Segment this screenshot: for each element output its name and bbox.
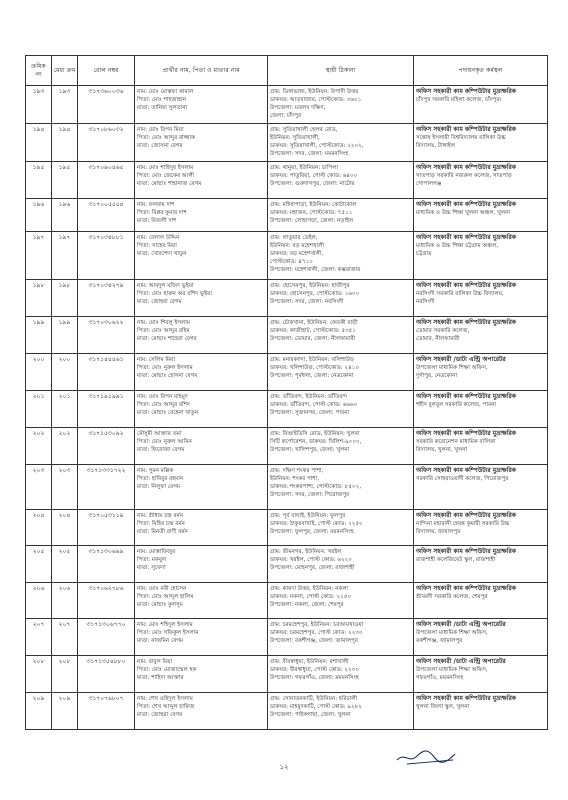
address-line: গ্রাম: সোনাতনকাটি, ইউনিয়ন: হরিঢালী [270, 696, 358, 702]
names-line: মৌসুমী আক্তার তমা [137, 431, 182, 437]
header-posting: পদায়নকৃত কর্মস্থল [414, 56, 548, 86]
address-cell [268, 199, 414, 232]
posting-cell [414, 465, 548, 510]
posting-line: অফিস সহকারী কাম কম্পিউটার মুদ্রাক্ষরিক [416, 88, 516, 95]
address-cell [268, 124, 414, 162]
address-line: উপজেলা: গুরুদাসপুর, জেলা: নাটোর [270, 181, 355, 187]
table-body [26, 86, 548, 730]
header-serial: ক্রমিক নং [26, 56, 52, 86]
address-line: ডাকঘর: চরমহেশপুর, পোস্ট কোড: ২২৩০ [270, 630, 363, 636]
posting-line: ডোমার, নীলফামারী [416, 336, 460, 342]
serial-cell: ২০৯ [26, 693, 52, 730]
serial-cell: ২০৪ [26, 510, 52, 546]
names-cell [135, 619, 268, 656]
roll-cell: ৩১৭০৫৩১১৯ [78, 510, 135, 546]
address-cell [268, 693, 414, 730]
address-line: ডাকঘর: শংকরপাশা, পোস্টকোড: ৮৫০২, [270, 484, 362, 490]
serial-cell: ১৯৯ [26, 317, 52, 354]
address-line: ডাকঘর: সুতিয়াখালী, পোস্টকোড: ২২০২, [270, 143, 364, 149]
table-row [26, 391, 548, 428]
address-line: ইউনিয়ন: শংকর পাশা, [270, 476, 320, 482]
table-row [26, 619, 548, 656]
table-row [26, 124, 548, 162]
merit-cell: ২০০ [52, 354, 78, 391]
posting-line: সাতপাড় সরকারি নজরুল কলেজ, সাতপাড় [416, 173, 512, 179]
names-line: পিতা: মোঃ নুরুল ইসলাম [137, 365, 193, 371]
names-line: মাতা: মোছাঃ কুলসুম [137, 602, 183, 608]
table-row [26, 546, 548, 583]
names-line: মাতা: বিজলী দাশ [137, 218, 177, 224]
address-line: গ্রাম: বীরস্বাধুয়া, ইউনিয়ন: মশাখালী [270, 659, 349, 665]
names-cell [135, 546, 268, 583]
address-cell [268, 280, 414, 317]
posting-line: শ্রীবরদী সরকারি কলেজ, শেরপুর [416, 594, 488, 600]
posting-line: উপজেলা মাধ্যমিক শিক্ষা অফিস, [416, 630, 488, 636]
address-line: গ্রাম: লাতুয়ার ডেইল, [270, 235, 318, 241]
address-line: গ্রাম: হোসেনপুর, ইউনিয়ন: হাজীপুর [270, 283, 350, 289]
names-line: নাম: আবদুল মজিদ ভুইয়া [137, 283, 194, 289]
posting-line: নান্দিনা মহারানী হেমন্ত কুমারী সরকারি উচ্চ [416, 521, 510, 527]
address-line: উপজেলা: সদর, জেলা: নরসিংদী [270, 299, 344, 305]
names-cell [135, 354, 268, 391]
address-line: উপজেলা: বকশীগঞ্জ, জেলা: জামালপুর [270, 638, 358, 644]
names-line: মাতা: জোহরা বেগম [137, 299, 182, 305]
names-line: পিতা: মোঃ শাহজাহান [137, 97, 187, 103]
table-row [26, 510, 548, 546]
names-line: মাতা: তানিয়া সুলতানা [137, 105, 188, 111]
posting-line: অফিস সহকারী কাম কম্পিউটার মুদ্রাক্ষরিক [416, 467, 516, 474]
address-line: উপজেলা: মহেশখালী, জেলা: কক্সবাজার [270, 267, 361, 273]
posting-line: রাজশাহী কলেজিয়েট স্কুল, রাজশাহী [416, 557, 496, 563]
address-cell [268, 619, 414, 656]
roll-cell: ৩১৭১৩০৬৯৯ [78, 546, 135, 583]
address-line: উপজেলা: ডোমার, জেলা: নীলফামারী [270, 336, 356, 342]
address-line: গ্রাম: ভীমনগর, ইউনিয়ন: খরইল [270, 549, 342, 555]
names-line: মাতা: শাহিদা আক্তার [137, 675, 184, 681]
address-line: গ্রাম: বিআইডিসি রোড, ইউনিয়ন: খুলনা [270, 431, 360, 437]
names-line: পিতা: সাহেব মিয়া [137, 243, 177, 249]
posting-line: বিদ্যালয়, টাঙ্গাইল [416, 143, 455, 149]
posting-cell [414, 162, 548, 199]
address-line: ডাকঘর: কাজীহাট, পোস্টকোড: ৫৩৫১ [270, 328, 357, 334]
posting-line: অফিস সহকারী /ডাটা এন্ট্রি অপারেটর [416, 658, 506, 665]
serial-cell: ১৯৬ [26, 199, 52, 232]
names-line: মাতা: জোসনা বেগম [137, 143, 183, 149]
posting-line: অফিস সহকারী কাম কম্পিউটার মুদ্রাক্ষরিক [416, 548, 516, 555]
names-line: মাতা: মোছাঃ রেহেনা খাতুন [137, 410, 199, 416]
table-row [26, 693, 548, 730]
address-line: উপজেলা: ফুলপুর, জেলা: ময়মনসিংহ [270, 529, 354, 535]
table-row [26, 354, 548, 391]
address-line: ডাকঘর: ঠাকুরবাখাই, পোস্ট কোড: ২২৫০ [270, 521, 363, 527]
posting-cell [414, 86, 548, 124]
serial-cell: ২০৫ [26, 546, 52, 583]
posting-cell [414, 354, 548, 391]
serial-cell: ২০৩ [26, 465, 52, 510]
posting-line: বিদ্যালয়, জামালপুর [416, 529, 461, 535]
merit-cell: ২০৫ [52, 546, 78, 583]
header-address: স্থায়ী ঠিকানা [268, 56, 414, 86]
table-row [26, 232, 548, 280]
serial-cell: ২০৮ [26, 656, 52, 693]
posting-cell [414, 232, 548, 280]
address-line: গ্রাম: চৌকখানা, ইউনিয়ন: কেতকী বাড়ী [270, 320, 358, 326]
posting-line: শহীদ বুলবুল সরকারি কলেজ, পাবনা [416, 402, 497, 408]
names-line: নাম: বাবুল মিয়া [137, 659, 173, 665]
names-line: পিতা: মকবুল [137, 557, 167, 563]
names-line: নাম: মোঃ রিপন মিয়া [137, 127, 184, 133]
roll-cell: ৩১৭০৩০৬২২ [78, 317, 135, 354]
merit-cell: ২০৪ [52, 510, 78, 546]
table-header-row [26, 56, 548, 86]
address-line: গ্রাম: দক্ষিণ শংকর পাশা, [270, 468, 324, 474]
names-line: পিতা: মোঃ সফিকুল ইসলাম [137, 630, 199, 636]
names-line: পিতা: হাবিবুর রহমান [137, 476, 184, 482]
posting-cell [414, 546, 548, 583]
address-cell [268, 317, 414, 354]
address-line: উপজেলা: গফরগাঁও, জেলা: ময়মনসিংহ [270, 675, 359, 681]
merit-cell: ২০২ [52, 428, 78, 465]
document-table-container [25, 55, 547, 730]
roll-cell: ৩১৭১৫৩০৯২ [78, 428, 135, 465]
address-line: উপজেলা: সুজানগর, জেলা: পাবনা [270, 410, 350, 416]
address-cell [268, 162, 414, 199]
names-line: মাতা: নাজমিন বেগম [137, 638, 184, 644]
names-line: নাম: শ্রীধাম চন্দ্র বর্মন [137, 513, 184, 519]
address-cell [268, 391, 414, 428]
posting-line: চাঁদপুর সরকারি মহিলা কলেজ, চাঁদপুর। [416, 97, 502, 103]
table-row [26, 465, 548, 510]
names-line: নাম: মোঃ নবী হোসেন [137, 586, 187, 592]
posting-line: অফিস সহকারী কাম কম্পিউটার মুদ্রাক্ষরিক [416, 393, 516, 400]
names-line: পিতা: মোঃ আব্দুর রাজ্জাক [137, 135, 196, 141]
merit-cell: ১৯৯ [52, 317, 78, 354]
roll-cell: ৩১৭০০৫৫৫৪ [78, 199, 135, 232]
roll-cell: ৩১৭০৭৬৮০৭ [78, 693, 135, 730]
address-line: গ্রাম: পূর্ব বাঘাই, ইউনিয়ন: ফুলপুর [270, 513, 346, 519]
names-cell [135, 199, 268, 232]
merit-cell: ১৯৫ [52, 162, 78, 199]
names-line: পিতা: মোঃ আব্দুর রহিম [137, 328, 190, 334]
address-line: গ্রাম: চরমহেশপুর, ইউনিয়ন: চরআমখাওয়া [270, 622, 364, 628]
address-line: ডাকঘর: পাতুরিয়া, পোস্ট কোড: ৬৪০০ [270, 173, 358, 179]
names-cell [135, 391, 268, 428]
posting-cell [414, 510, 548, 546]
serial-cell: ২০৬ [26, 583, 52, 619]
address-line: ডাকঘর: খলিশাউড়, পোস্টকোড: ২৪১০ [270, 365, 359, 371]
merit-cell: ২০৬ [52, 583, 78, 619]
names-line: নাম: মোঃ শহিদুল ইসলাম [137, 622, 193, 628]
roll-cell: ৩১৭০৩৪৮৮১ [78, 232, 135, 280]
serial-cell: ২০১ [26, 391, 52, 428]
names-line: পিতা: মোঃ হারুন অর রশিদ ভুইয়া [137, 291, 213, 297]
names-line: পিতা: বিপ্লব কুমার দাশ [137, 210, 187, 216]
address-line: উপজেলা: খালিশপুর, জেলা: খুলনা [270, 447, 350, 453]
posting-line: ডোমার সরকারি কলেজ, [416, 328, 470, 334]
serial-cell: ১৯৮ [26, 280, 52, 317]
page-number: ১২ [279, 763, 289, 771]
address-line: সিটি কর্পোরেশন, ডাকঘর: খিলিশ-৯০০০, [270, 439, 362, 445]
names-line: মাতা: সুফেদা [137, 565, 166, 571]
posting-cell [414, 428, 548, 465]
posting-line: চট্টগ্রাম [416, 251, 432, 257]
posting-cell [414, 124, 548, 162]
roll-cell: ৩১৭০৩৪২৭৯ [78, 280, 135, 317]
roll-cell: ৩১৭৩৬০০৩৬ [78, 86, 135, 124]
names-line: নাম: মোঃ মোস্তফা কামাল [137, 89, 194, 95]
table-row [26, 86, 548, 124]
names-line: মাতা: জোহুরা বেগম [137, 712, 183, 718]
posting-line: উপজেলা মাধ্যমিক শিক্ষা অফিস, [416, 667, 488, 673]
address-line: উপজেলা: লোহাগড়া, জেলা: নড়াইল [270, 218, 354, 224]
address-line: ডাকঘর: মহাজন, পোস্টকোড: ৭৫১১ [270, 210, 353, 216]
posting-cell [414, 656, 548, 693]
address-line: গ্রাম: ডিঙ্গাভাঙ্গা, ইউনিয়ন: উপাদী উত্তর [270, 89, 359, 95]
names-line: নাম: সুমন মল্লিক [137, 468, 174, 474]
serial-cell: ২০০ [26, 354, 52, 391]
posting-line: উপজেলা মাধ্যমিক শিক্ষা অফিস, [416, 365, 488, 371]
address-line: ইউনিয়ন: বড় মহেশখালী [270, 243, 325, 249]
names-cell [135, 428, 268, 465]
posting-line: অফিস সহকারী কাম কম্পিউটার মুদ্রাক্ষরিক [416, 201, 516, 208]
merit-cell: ১৯৮ [52, 280, 78, 317]
roll-cell: ৩১৭১৩০৬৭৭০ [78, 619, 135, 656]
address-line: ডাকঘর: খরইল, পোস্ট কোড: ৬২২০ [270, 557, 352, 563]
posting-line: অফিস সহকারী কাম কম্পিউটার মুদ্রাক্ষরিক [416, 282, 516, 289]
address-line: উপজেলা: নকলা, জেলা: শেরপুর [270, 602, 344, 608]
address-line: গ্রাম: মহিষাপাড়া, ইউনিয়ন: কোটাকোল [270, 202, 357, 208]
names-line: পিতা: মোঃ নুরুল আমিন [137, 439, 192, 445]
address-line: পোস্টকোড: ৪৭১০ [270, 259, 313, 265]
address-line: ডাকঘর: আড়বাজার, পোস্টকোড: ৩৬০১ [270, 97, 362, 103]
serial-cell: ২০২ [26, 428, 52, 465]
merit-cell: ১৯৪ [52, 124, 78, 162]
table-row [26, 583, 548, 619]
merit-cell: ২০৯ [52, 693, 78, 730]
serial-cell: ১৯৪ [26, 124, 52, 162]
table-row [26, 656, 548, 693]
address-cell [268, 428, 414, 465]
candidate-table [25, 55, 548, 730]
posting-cell [414, 317, 548, 354]
names-cell [135, 86, 268, 124]
names-cell [135, 465, 268, 510]
posting-line: মাধ্যমিক ও উচ্চ শিক্ষা খুলনা অঞ্চল, খুলনা [416, 210, 511, 216]
address-cell [268, 583, 414, 619]
posting-line: খুলনা জিলা স্কুল, খুলনা [416, 704, 470, 710]
address-cell [268, 656, 414, 693]
names-line: পিতা: মোঃ আব্দুর রশিদ [137, 402, 190, 408]
names-line: পিতা: শেখ আব্দুল হাফিজ [137, 704, 195, 710]
names-line: পিতা: মোঃ জেকের আলী [137, 173, 195, 179]
address-line: ডাকঘর: মাহমুদকাটি, পোস্ট কোড: ৯২৮২ [270, 704, 362, 710]
names-line: মাতা: মিনতী রাণী বর্মন [137, 529, 188, 535]
address-cell [268, 354, 414, 391]
names-line: পিতা: মোঃ মোজাম্মেল হক [137, 667, 197, 673]
serial-cell: ২০৭ [26, 619, 52, 656]
header-roll: রোল নম্বর [78, 56, 135, 86]
address-line: উপজেলা: সদর, জেলা: ময়মনসিংহ [270, 151, 349, 157]
names-cell [135, 162, 268, 199]
address-line: জেলা: চাঁদপুর [270, 113, 302, 119]
posting-line: অফিস সহকারী কাম কম্পিউটার মুদ্রাক্ষরিক [416, 585, 516, 592]
names-line: নাম: মোঃ শাহিদুর ইসলাম [137, 165, 194, 171]
merit-cell: ২০৭ [52, 619, 78, 656]
names-cell [135, 656, 268, 693]
roll-cell: ৩১৭১৯১৯৯১ [78, 391, 135, 428]
address-line: গ্রাম: মনারকান্দা, ইউনিয়ন: খলিশাউড় [270, 357, 355, 363]
table-row [26, 162, 548, 199]
address-line: গ্রাম: কায়দা উত্তর, ইউনিয়ন: নকলা [270, 586, 349, 592]
posting-line: নরসিংদী সরকারি বালিকা উচ্চ বিদ্যালয়, [416, 291, 504, 297]
table-row [26, 428, 548, 465]
names-cell [135, 510, 268, 546]
names-cell [135, 693, 268, 730]
posting-cell [414, 619, 548, 656]
address-line: ডাকঘর: নকলা, পোস্ট কোড: ২১৫০ [270, 594, 352, 600]
names-line: মাতা: খোরশেদা খাতুন [137, 251, 187, 257]
table-row [26, 280, 548, 317]
address-cell [268, 86, 414, 124]
header-merit: মেধা ক্রম [52, 56, 78, 86]
names-line: নাম: শেখ ওহিদুল ইসলাম [137, 696, 193, 702]
names-line: নাম: বেলাল উদ্দিন [137, 235, 180, 241]
names-cell [135, 583, 268, 619]
names-line: মাতা: মোছাঃ শাহানাজ বেগম [137, 181, 202, 187]
posting-line: গোপালগঞ্জ [416, 181, 442, 187]
address-cell [268, 546, 414, 583]
serial-cell: ১৯৫ [26, 162, 52, 199]
roll-cell: ৩১৭০৮৬০৩২ [78, 124, 135, 162]
merit-cell: ১৯৭ [52, 232, 78, 280]
merit-cell: ২০১ [52, 391, 78, 428]
posting-line: অফিস সহকারী কাম কম্পিউটার মুদ্রাক্ষরিক [416, 695, 516, 702]
posting-line: অফিস সহকারী কাম কম্পিউটার মুদ্রাক্ষরিক [416, 234, 516, 241]
posting-line: সরকারি সোহরাওয়ার্দী কলেজ, পিরোজপুর [416, 476, 509, 482]
posting-cell [414, 391, 548, 428]
address-line: উপজেলা: পাইকগাছা, জেলা: খুলনা [270, 712, 351, 718]
names-line: নাম: মোস্তাফিজুর [137, 549, 176, 555]
posting-line: অফিস সহকারী কাম কম্পিউটার মুদ্রাক্ষরিক [416, 430, 516, 437]
address-cell [268, 465, 414, 510]
names-line: নাম: ফলরাম দাশ [137, 202, 175, 208]
names-cell [135, 317, 268, 354]
roll-cell: ৩১৭১৩৩১৭২২ [78, 465, 135, 510]
names-line: মাতা: ফিরোজা বেগম [137, 447, 185, 453]
address-line: উপজেলা: পূর্বধলা, জেলা: নেত্রকোনা [270, 373, 354, 379]
posting-cell [414, 199, 548, 232]
address-cell [268, 510, 414, 546]
serial-cell: ১৯৩ [26, 86, 52, 124]
posting-line: অফিস সহকারী /ডাটা এন্ট্রি অপারেটর [416, 621, 506, 628]
table-row [26, 317, 548, 354]
header-name: প্রার্থীর নাম, পিতা ও মাতার নাম [135, 56, 268, 86]
posting-line: অফিস সহকারী /ডাটা এন্ট্রি অপারেটর [416, 356, 506, 363]
merit-cell: ১৯৬ [52, 199, 78, 232]
posting-line: মাধ্যমিক ও উচ্চ শিক্ষা চট্টগ্রাম অঞ্চল, [416, 243, 499, 249]
merit-cell: ২০৮ [52, 656, 78, 693]
posting-line: সরকারি করোনেশন মাধ্যমিক বালিকা [416, 439, 496, 445]
names-line: পিতা: মিহির চন্দ্র বর্মন [137, 521, 185, 527]
address-line: ডাকঘর: হোসেনপুর, পোস্টকোড: ১৬০০ [270, 291, 360, 297]
address-line: গ্রাম: থানুয়া, ইউনিয়ন: চাপিলা [270, 165, 338, 171]
names-line: নাম: মোঃ শিবলু ইসলাম [137, 320, 190, 326]
names-line: মাতা: মোছাঃ হোসনা বেগম [137, 373, 198, 379]
posting-line: অফিস সহকারী কাম কম্পিউটার মুদ্রাক্ষরিক [416, 512, 516, 519]
names-line: পিতা: মোঃ আব্দুল হালিম [137, 594, 194, 600]
address-line: গ্রাম: সুতিয়াখালী হেলথ রোড, [270, 127, 338, 133]
roll-cell: ৩১৭১৩৫৪৮৮০ [78, 656, 135, 693]
posting-line: বকশীগঞ্জ, জামালপুর [416, 638, 463, 644]
names-cell [135, 280, 268, 317]
address-line: ডাকঘর: তাঁতিবন্দ, পোস্ট কোড: ৬৬৬০ [270, 402, 358, 408]
merit-cell: ২০৩ [52, 465, 78, 510]
posting-line: গফরগাঁও, ময়মনসিংহ [416, 675, 464, 681]
address-line: উপজেলা: সদর, জেলা: পিরোজপুর [270, 492, 350, 498]
names-cell [135, 124, 268, 162]
names-line: নাম: সেলিম মিয়া [137, 357, 175, 363]
posting-line: অফিস সহকারী কাম কম্পিউটার মুদ্রাক্ষরিক [416, 164, 516, 171]
merit-cell: ১৯৩ [52, 86, 78, 124]
posting-line: সন্তোষ ইসলামী বিশ্ববিদ্যালয় বালিকা উচ্চ [416, 135, 506, 141]
address-line: ইউনিয়ন: সুতিয়াখালী, [270, 135, 320, 141]
posting-line: অফিস সহকারী কাম কম্পিউটার মুদ্রাক্ষরিক [416, 126, 516, 133]
roll-cell: ৩১৭০৯০৪৬৫ [78, 162, 135, 199]
address-line: উপজেলা: মোহনপুর, জেলা: রাজশাহী [270, 565, 355, 571]
address-line: উপজেলা: মতলব দক্ষিণ, [270, 105, 326, 111]
table-row [26, 199, 548, 232]
address-line: ডাকঘর: বড় মহেশখালী, [270, 251, 324, 257]
posting-line: অফিস সহকারী কাম কম্পিউটার মুদ্রাক্ষরিক [416, 319, 516, 326]
names-line: মাতা: মোছাঃ শাহেরা বেগম [137, 336, 197, 342]
names-cell [135, 232, 268, 280]
serial-cell: ১৯৭ [26, 232, 52, 280]
names-line: নাম: মোঃ রিপন মাহমুদ [137, 394, 188, 400]
posting-cell [414, 583, 548, 619]
posting-cell [414, 693, 548, 730]
posting-line: বিদ্যালয়, খুলনা, খুলনা [416, 447, 468, 453]
posting-cell [414, 280, 548, 317]
names-line: মাতা: নিলুফা বেগম [137, 484, 180, 490]
roll-cell: ৩১৭০৬২৭৮৬ [78, 583, 135, 619]
address-line: ডাকঘর: বীরস্বাধুয়া, পোস্ট কোড: ২২৩০ [270, 667, 359, 673]
address-line: গ্রাম: তাঁতিবন্দ, ইউনিয়ন: তাঁতিবন্দ [270, 394, 348, 400]
address-cell [268, 232, 414, 280]
roll-cell: ৩১৭১৪৪৪৬১ [78, 354, 135, 391]
posting-line: নরসিংদী [416, 299, 435, 305]
posting-line: দুর্গাপুর, নেত্রকোনা [416, 373, 458, 379]
